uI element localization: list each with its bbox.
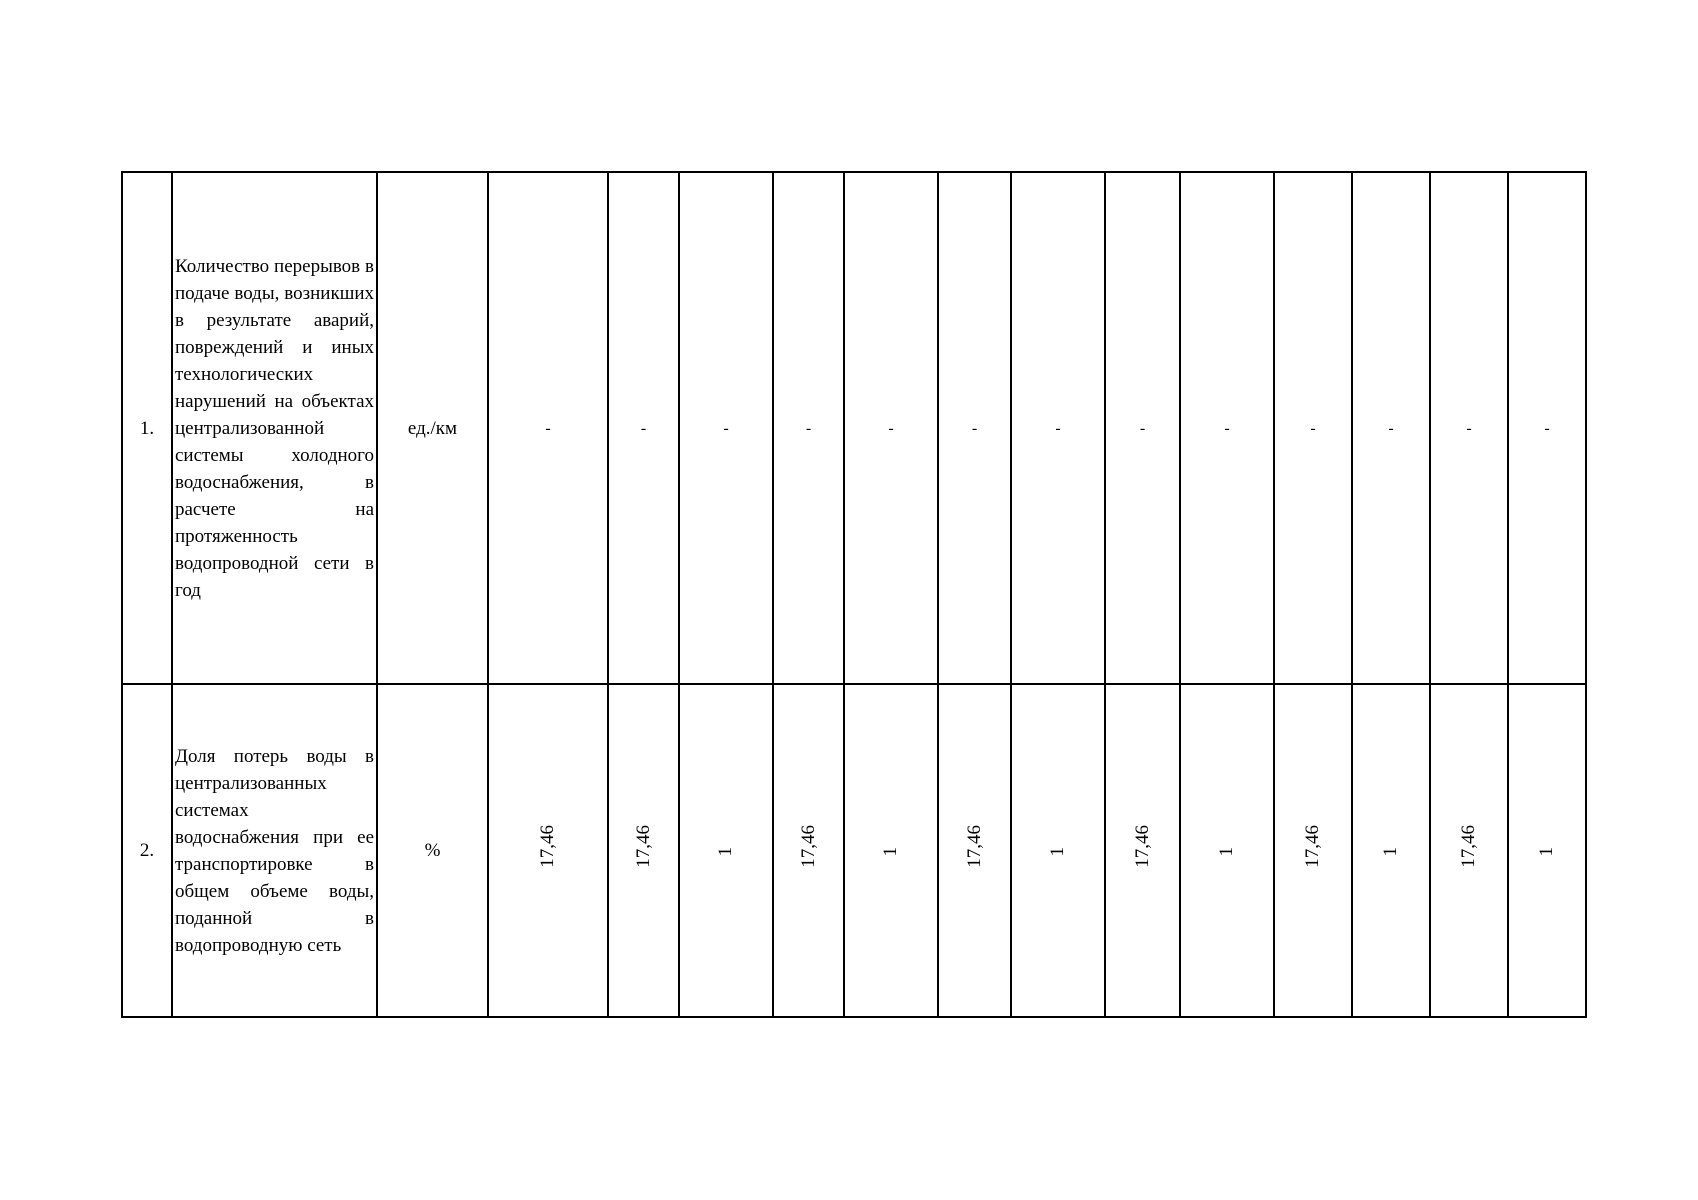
value-cell (938, 172, 1011, 684)
value-cell (1430, 684, 1508, 1017)
value-text: - (1310, 420, 1316, 437)
value-cell (488, 172, 608, 684)
value-cell (1508, 172, 1586, 684)
value-text: 17,46 (1131, 825, 1153, 868)
value-text: 1 (880, 846, 901, 856)
value-cell (1274, 172, 1352, 684)
value-text: 17,46 (537, 825, 558, 868)
value-text: 17,46 (797, 825, 819, 868)
value-cell (1352, 684, 1430, 1017)
indicator-description-text: Доля потерь воды в централизованных системах водоснабжения при ее транспортировке в общем объеме воды, поданной в водопроводную сеть (175, 745, 374, 956)
indicator-description-text: Количество перерывов в подаче воды, возникших в результате аварий, повреждений и иных технологических нарушений на объектах централизованной системы холодного водоснабжения, в расчете на протяженность водопроводной сети в год (175, 255, 374, 601)
value-cell (1011, 684, 1105, 1017)
value-cell (1180, 172, 1274, 684)
value-cell (773, 684, 844, 1017)
value-cell (1274, 684, 1352, 1017)
value-text: 1 (1536, 846, 1557, 856)
indicator-description (172, 172, 377, 684)
value-text: - (723, 420, 729, 437)
indicators-table (121, 171, 1587, 1018)
value-text: - (805, 420, 812, 437)
value-text: - (1544, 420, 1550, 437)
value-text: 1 (1216, 846, 1237, 856)
value-text: - (1139, 420, 1146, 437)
value-cell (488, 684, 608, 1017)
value-cell (608, 172, 679, 684)
row-number: 1. (122, 172, 172, 684)
value-text: 17,46 (1458, 825, 1479, 868)
value-text: - (1466, 420, 1472, 437)
value-text: 1 (1380, 846, 1401, 856)
value-cell (608, 684, 679, 1017)
table-row-1 (122, 172, 1586, 684)
value-cell (938, 684, 1011, 1017)
unit-cell: ед./км (377, 172, 488, 684)
value-text: - (1388, 420, 1394, 437)
value-cell (679, 172, 773, 684)
value-text: - (640, 420, 647, 437)
value-text: 1 (715, 846, 736, 856)
value-text: 17,46 (963, 825, 985, 868)
value-text: - (545, 420, 551, 437)
value-cell (844, 684, 938, 1017)
value-text: - (888, 420, 894, 437)
value-text: 17,46 (1302, 825, 1323, 868)
value-text: - (971, 420, 978, 437)
value-cell (1180, 684, 1274, 1017)
value-cell (679, 684, 773, 1017)
value-cell (1430, 172, 1508, 684)
value-cell (1105, 684, 1180, 1017)
value-text: - (1224, 420, 1230, 437)
value-text: - (1055, 420, 1061, 437)
table-row-2 (122, 684, 1586, 1017)
value-cell (773, 172, 844, 684)
row-number: 2. (122, 684, 172, 1017)
value-text: 17,46 (632, 825, 654, 868)
unit-cell: % (377, 684, 488, 1017)
value-cell (844, 172, 938, 684)
indicator-description (172, 684, 377, 1017)
value-cell (1352, 172, 1430, 684)
value-text: 1 (1047, 846, 1068, 856)
value-cell (1011, 172, 1105, 684)
value-cell (1508, 684, 1586, 1017)
value-cell (1105, 172, 1180, 684)
